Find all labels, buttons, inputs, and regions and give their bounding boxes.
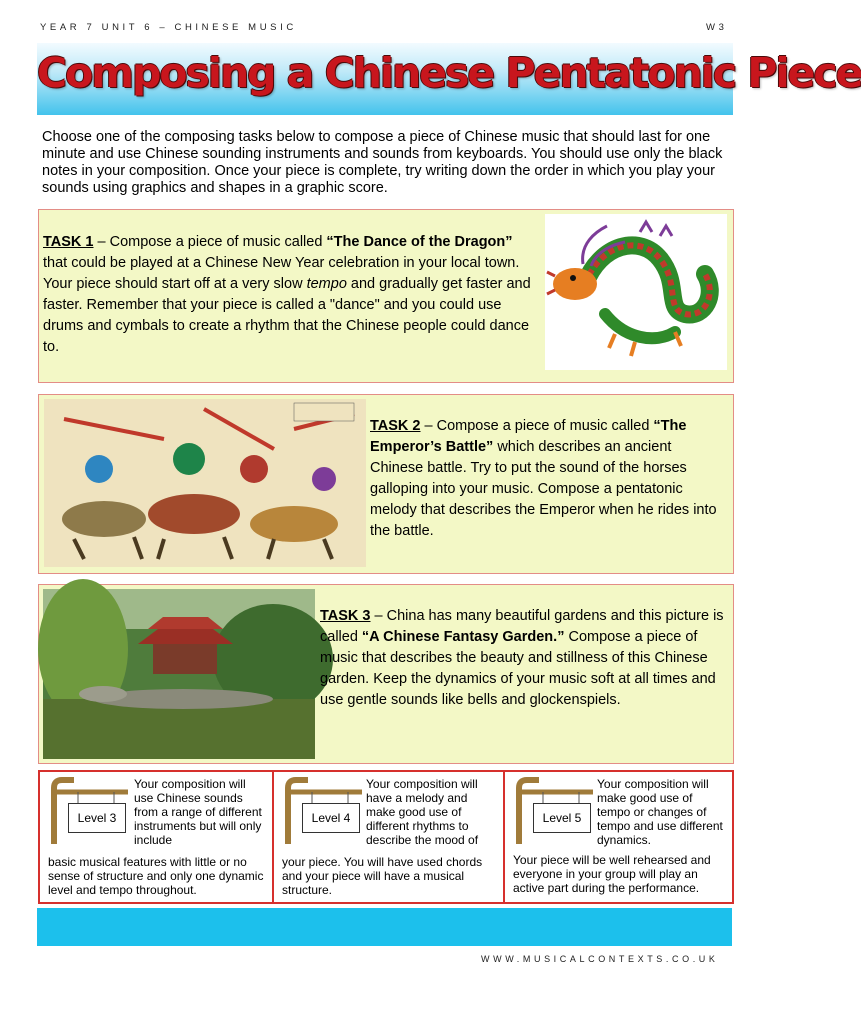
level-4-cell — [272, 772, 503, 902]
footer-band — [37, 908, 732, 946]
task-3-box — [38, 584, 734, 764]
intro-paragraph: Choose one of the composing tasks below to compose a piece of Chinese music that should last for one minute and use Chinese sounding instruments and sounds from keyboards. You should use only the black notes in your composition. Once your piece is complete, try writing down the order in which you play your sounds using graphics and shapes in a graphic score. — [42, 129, 723, 196]
task-1-piece-name: “The Dance of the Dragon” — [326, 234, 513, 250]
level-4-text-top: Your composition will have a melody and make good use of different rhythms to describe the mood of — [366, 777, 479, 847]
task-2-intro: – Compose a piece of music called — [420, 418, 654, 434]
task-1-box — [38, 209, 734, 383]
task-2-label: TASK 2 — [370, 418, 421, 434]
level-5-text-top: Your composition will make good use of tempo or changes of tempo and use different dynamics. — [597, 777, 723, 847]
header-worksheet-code: W3 — [706, 22, 728, 33]
level-4-text-bottom: your piece. You will have used chords and your piece will have a musical structure. — [282, 855, 483, 897]
level-5-sign: Level 5 — [533, 803, 591, 833]
emperor-battle-image — [44, 399, 366, 567]
page-title: Composing a Chinese Pentatonic Piece — [37, 49, 861, 97]
level-3-cell — [40, 772, 270, 902]
task-2-box — [38, 394, 734, 574]
title-banner — [37, 43, 861, 115]
task-1-description-a: that could be played at a Chinese New Year celebration in your local town. Your piece should start off at a very slow — [43, 255, 520, 292]
task-3-text — [320, 606, 730, 711]
level-5-cell — [503, 772, 734, 902]
task-2-description: which describes an ancient Chinese battle. Try to put the sound of the horses galloping into your music. Compose a pentatonic melody that describes the Emperor when he rides into the battle. — [370, 439, 717, 539]
dragon-image — [545, 214, 727, 370]
task-1-tempo-word: tempo — [306, 276, 347, 292]
level-3-text-bottom: basic musical features with little or no sense of structure and only one dynamic level and tempo throughout. — [48, 855, 264, 897]
signpost-icon — [282, 778, 364, 844]
task-3-intro: – China has many beautiful gardens and this picture is called — [320, 608, 724, 645]
signpost-icon — [513, 778, 595, 844]
task-3-label: TASK 3 — [320, 608, 371, 624]
level-5-text-bottom: Your piece will be well rehearsed and everyone in your group will play an active part during the performance. — [513, 853, 711, 895]
level-3-sign: Level 3 — [68, 803, 126, 833]
task-2-text — [370, 416, 725, 542]
level-3-text-top: Your composition will use Chinese sounds from a range of different instruments but will only include — [134, 777, 262, 847]
signpost-icon — [48, 778, 130, 844]
footer-url[interactable]: WWW.MUSICALCONTEXTS.CO.UK — [481, 954, 719, 964]
chinese-garden-image — [43, 589, 315, 759]
task-1-description-b: and gradually get faster and faster. Remember that your piece is called a "dance" and you could use drums and cymbals to create a rhythm that the Chinese people could dance to. — [43, 276, 531, 355]
level-4-sign: Level 4 — [302, 803, 360, 833]
task-2-piece-name: “The Emperor’s Battle” — [370, 418, 687, 455]
task-1-text — [43, 232, 533, 358]
task-3-description: Compose a piece of music that describes the beauty and stillness of this Chinese garden. Keep the dynamics of your music soft at all times and use gentle sounds like bells and glockenspiels. — [320, 629, 716, 708]
level-descriptors — [38, 770, 734, 904]
task-1-intro: – Compose a piece of music called — [93, 234, 327, 250]
task-3-piece-name: “A Chinese Fantasy Garden.” — [361, 629, 565, 645]
task-1-label: TASK 1 — [43, 234, 94, 250]
header-unit-title: YEAR 7 UNIT 6 – CHINESE MUSIC — [40, 22, 297, 33]
